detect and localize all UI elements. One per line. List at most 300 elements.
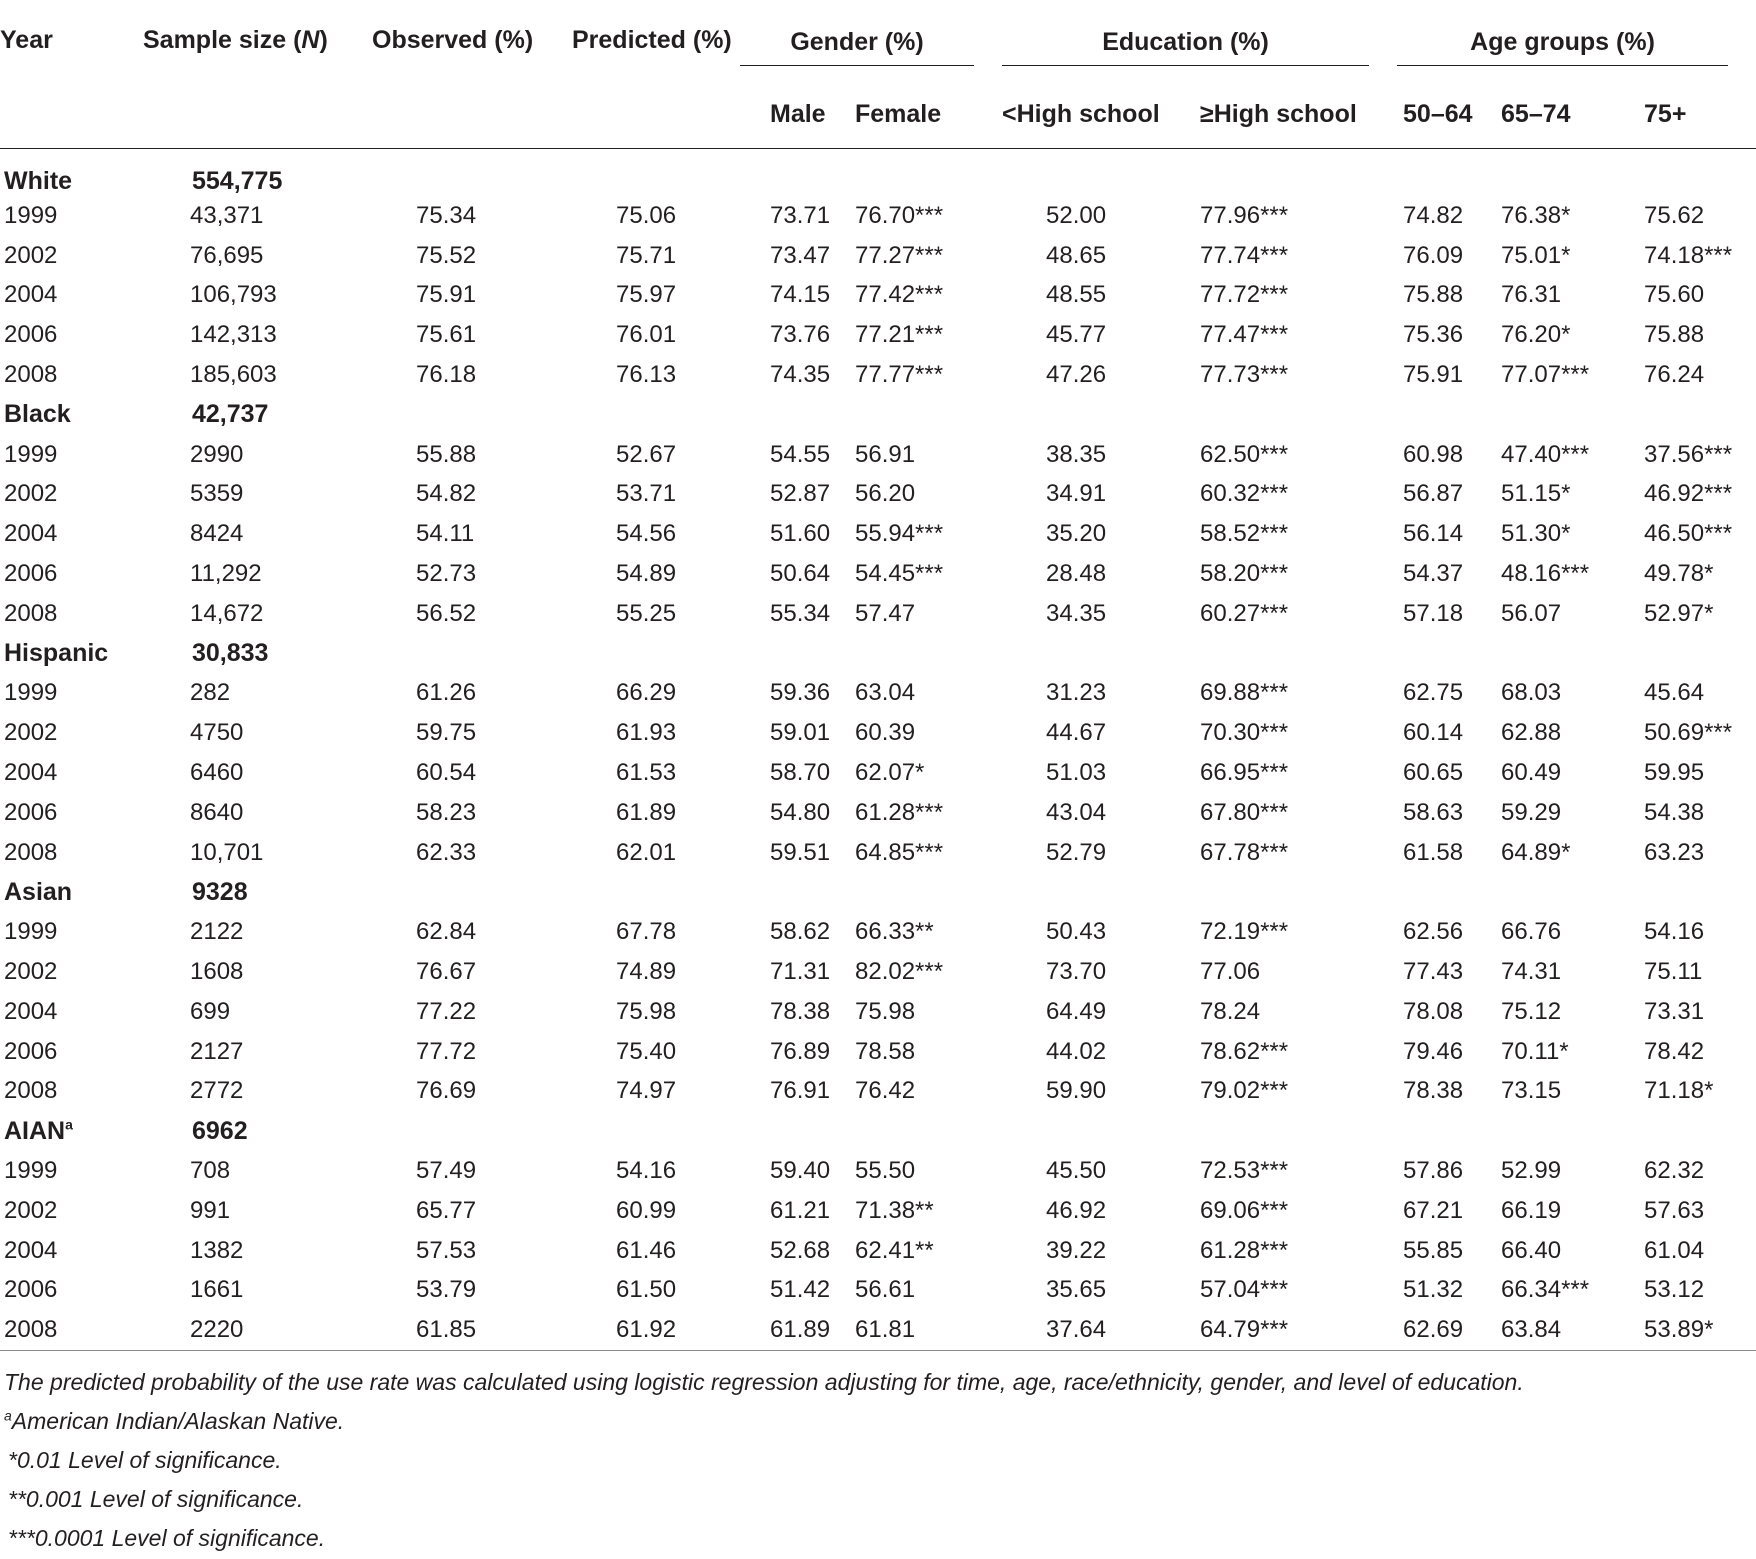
table-cell: 75.12	[1501, 997, 1562, 1025]
table-cell: 75.06	[616, 201, 677, 229]
table-cell: 54.16	[616, 1157, 677, 1185]
table-cell: 2002	[4, 480, 58, 508]
table-cell: 52.00	[1046, 201, 1107, 229]
col-header-predicted: Predicted (%)	[572, 25, 732, 54]
table-body	[0, 149, 1756, 1351]
group-name: Hispanic	[4, 639, 109, 668]
group-name: White	[4, 167, 73, 195]
table-cell: 2006	[4, 1276, 58, 1304]
table-cell: 34.91	[1046, 480, 1107, 508]
table-footnotes	[0, 1364, 1756, 1559]
table-cell: 47.26	[1046, 361, 1107, 389]
table-cell: 55.94***	[855, 520, 944, 548]
table-cell: 77.73***	[1200, 361, 1289, 389]
table-cell: 51.03	[1046, 759, 1107, 787]
table-row	[0, 833, 1756, 873]
table-cell: 2002	[4, 241, 58, 269]
table-cell: 61.46	[616, 1236, 677, 1264]
table-cell: 66.19	[1501, 1196, 1562, 1224]
table-cell: 55.50	[855, 1157, 916, 1185]
table-cell: 70.30***	[1200, 719, 1289, 747]
table-cell: 60.14	[1403, 719, 1464, 747]
table-cell: 61.93	[616, 719, 677, 747]
table-cell: 60.39	[855, 719, 916, 747]
table-cell: 57.63	[1644, 1196, 1705, 1224]
table-cell: 74.15	[770, 281, 831, 309]
table-cell: 282	[190, 679, 231, 707]
table-cell: 75.97	[616, 281, 677, 309]
table-cell: 74.82	[1403, 201, 1464, 229]
table-row	[0, 1310, 1756, 1350]
table-cell: 5359	[190, 480, 244, 508]
table-cell: 2008	[4, 361, 58, 389]
table-row	[0, 952, 1756, 992]
table-cell: 2220	[190, 1315, 244, 1343]
table-cell: 59.75	[416, 719, 477, 747]
table-cell: 61.26	[416, 679, 477, 707]
table-cell: 72.53***	[1200, 1157, 1289, 1185]
group-total: 554,775	[192, 167, 283, 195]
table-row	[0, 514, 1756, 554]
table-cell: 75.88	[1644, 321, 1705, 349]
table-cell: 76.42	[855, 1077, 916, 1105]
table-cell: 45.64	[1644, 679, 1705, 707]
table-cell: 76.09	[1403, 241, 1464, 269]
table-cell: 63.23	[1644, 838, 1705, 866]
table-cell: 2772	[190, 1077, 244, 1105]
table-cell: 10,701	[190, 838, 264, 866]
col-header-education: Education (%)	[1002, 0, 1397, 80]
table-row	[0, 992, 1756, 1032]
table-cell: 67.21	[1403, 1196, 1464, 1224]
table-cell: 65.77	[416, 1196, 477, 1224]
table-cell: 2002	[4, 719, 58, 747]
col-header-male: Male	[770, 99, 826, 128]
table-cell: 52.68	[770, 1236, 831, 1264]
group-name: Asian	[4, 877, 73, 906]
table-cell: 75.36	[1403, 321, 1464, 349]
table-cell: 74.35	[770, 361, 831, 389]
group-name: Black	[4, 400, 71, 429]
col-header-lt-high-school: <High school	[1002, 99, 1160, 128]
table-cell: 6460	[190, 759, 244, 787]
table-cell: 106,793	[190, 281, 277, 309]
table-cell: 35.20	[1046, 520, 1107, 548]
table-cell: 55.85	[1403, 1236, 1464, 1264]
table-cell: 53.12	[1644, 1276, 1705, 1304]
table-cell: 78.62***	[1200, 1037, 1289, 1065]
table-cell: 2127	[190, 1037, 244, 1065]
table-row	[0, 554, 1756, 594]
table-row	[0, 1151, 1756, 1191]
table-cell: 56.87	[1403, 480, 1464, 508]
table-cell: 64.49	[1046, 997, 1107, 1025]
table-cell: 77.22	[416, 997, 477, 1025]
table-cell: 64.79***	[1200, 1315, 1289, 1343]
table-cell: 54.55	[770, 440, 831, 468]
table-cell: 62.32	[1644, 1157, 1705, 1185]
table-cell: 53.89*	[1644, 1315, 1714, 1343]
table-cell: 77.07***	[1501, 361, 1590, 389]
table-cell: 74.97	[616, 1077, 677, 1105]
table-cell: 72.19***	[1200, 918, 1289, 946]
table-cell: 75.60	[1644, 281, 1705, 309]
col-header-female: Female	[855, 99, 942, 128]
table-row	[0, 435, 1756, 475]
table-cell: 78.38	[770, 997, 831, 1025]
table-row	[0, 1032, 1756, 1072]
table-row	[0, 793, 1756, 833]
table-cell: 62.01	[616, 838, 677, 866]
table-cell: 76.67	[416, 958, 477, 986]
table-cell: 34.35	[1046, 599, 1107, 627]
table-row	[0, 674, 1756, 714]
table-cell: 56.14	[1403, 520, 1464, 548]
table-cell: 66.95***	[1200, 759, 1289, 787]
table-cell: 76.13	[616, 361, 677, 389]
table-cell: 73.15	[1501, 1077, 1562, 1105]
table-cell: 48.55	[1046, 281, 1107, 309]
table-cell: 62.69	[1403, 1315, 1464, 1343]
table-cell: 75.98	[616, 997, 677, 1025]
table-cell: 2008	[4, 599, 58, 627]
table-cell: 44.02	[1046, 1037, 1107, 1065]
table-cell: 1999	[4, 918, 58, 946]
table-cell: 59.40	[770, 1157, 831, 1185]
table-cell: 708	[190, 1157, 231, 1185]
table-cell: 2004	[4, 281, 58, 309]
table-cell: 75.01*	[1501, 241, 1571, 269]
table-cell: 77.06	[1200, 958, 1261, 986]
table-cell: 52.87	[770, 480, 831, 508]
table-cell: 73.31	[1644, 997, 1705, 1025]
table-cell: 75.91	[416, 281, 477, 309]
table-cell: 43,371	[190, 201, 264, 229]
col-header-age-75-plus: 75+	[1644, 99, 1687, 128]
col-header-age-groups: Age groups (%)	[1397, 0, 1756, 80]
table-cell: 75.62	[1644, 201, 1705, 229]
table-cell: 57.04***	[1200, 1276, 1289, 1304]
table-cell: 58.52***	[1200, 520, 1289, 548]
table-cell: 77.42***	[855, 281, 944, 309]
group-row	[0, 1111, 1756, 1151]
table-cell: 78.08	[1403, 997, 1464, 1025]
table-cell: 31.23	[1046, 679, 1107, 707]
table-cell: 54.89	[616, 560, 677, 588]
table-cell: 71.18*	[1644, 1077, 1714, 1105]
table-row	[0, 713, 1756, 753]
table-cell: 2008	[4, 838, 58, 866]
table-cell: 67.78	[616, 918, 677, 946]
table-cell: 60.32***	[1200, 480, 1289, 508]
table-cell: 75.61	[416, 321, 477, 349]
table-cell: 2004	[4, 997, 58, 1025]
table-cell: 74.89	[616, 958, 677, 986]
table-cell: 58.23	[416, 798, 477, 826]
table-cell: 76.01	[616, 321, 677, 349]
table-cell: 2004	[4, 1236, 58, 1264]
table-cell: 76.18	[416, 361, 477, 389]
table-cell: 55.88	[416, 440, 477, 468]
table-cell: 61.53	[616, 759, 677, 787]
table-cell: 57.53	[416, 1236, 477, 1264]
table-cell: 70.11*	[1501, 1037, 1569, 1065]
table-cell: 76.20*	[1501, 321, 1571, 349]
footnote-aian: $^a$American Indian/Alaskan Native.	[4, 1407, 345, 1434]
footnote-sig-1: *0.01 Level of significance.	[8, 1447, 282, 1473]
table-cell: 45.50	[1046, 1157, 1107, 1185]
table-cell: 58.62	[770, 918, 831, 946]
table-cell: 2002	[4, 1196, 58, 1224]
table-cell: 991	[190, 1196, 231, 1224]
table-cell: 53.79	[416, 1276, 477, 1304]
table-cell: 43.04	[1046, 798, 1107, 826]
table-cell: 59.95	[1644, 759, 1705, 787]
table-cell: 14,672	[190, 599, 264, 627]
col-header-ge-high-school: ≥High school	[1200, 99, 1357, 128]
table-cell: 61.28***	[855, 798, 944, 826]
table-cell: 56.52	[416, 599, 477, 627]
table-cell: 78.24	[1200, 997, 1261, 1025]
table-cell: 60.99	[616, 1196, 677, 1224]
table-cell: 75.98	[855, 997, 916, 1025]
table-cell: 2004	[4, 520, 58, 548]
table-cell: 75.91	[1403, 361, 1464, 389]
table-row	[0, 1271, 1756, 1311]
table-cell: 73.47	[770, 241, 831, 269]
table-cell: 77.27***	[855, 241, 944, 269]
table-cell: 74.31	[1501, 958, 1562, 986]
table-cell: 61.81	[855, 1315, 916, 1343]
table-cell: 62.41**	[855, 1236, 934, 1264]
table-cell: 77.96***	[1200, 201, 1289, 229]
table-cell: 66.29	[616, 679, 677, 707]
table-cell: 57.47	[855, 599, 916, 627]
table-cell: 56.91	[855, 440, 916, 468]
table-cell: 61.85	[416, 1315, 477, 1343]
table-cell: 77.72***	[1200, 281, 1289, 309]
table-cell: 1661	[190, 1276, 244, 1304]
col-header-gender: Gender (%)	[758, 0, 1002, 80]
table-cell: 75.88	[1403, 281, 1464, 309]
table-cell: 76.70***	[855, 201, 944, 229]
table-cell: 77.77***	[855, 361, 944, 389]
table-cell: 61.04	[1644, 1236, 1705, 1264]
table-cell: 82.02***	[855, 958, 944, 986]
table-cell: 185,603	[190, 361, 277, 389]
table-cell: 1382	[190, 1236, 244, 1264]
table-cell: 55.34	[770, 599, 831, 627]
table-cell: 62.84	[416, 918, 477, 946]
table-cell: 142,313	[190, 321, 277, 349]
table-cell: 55.25	[616, 599, 677, 627]
table-cell: 78.58	[855, 1037, 916, 1065]
table-cell: 60.49	[1501, 759, 1562, 787]
table-cell: 58.70	[770, 759, 831, 787]
col-header-age-50-64: 50–64	[1403, 99, 1473, 128]
table-cell: 66.34***	[1501, 1276, 1590, 1304]
table-cell: 54.82	[416, 480, 477, 508]
table-cell: 60.98	[1403, 440, 1464, 468]
col-header-year: Year	[0, 25, 53, 54]
group-total: 30,833	[192, 639, 269, 668]
table-cell: 66.76	[1501, 918, 1562, 946]
footnote-predicted: The predicted probability of the use rate was calculated using logistic regression adjusting for time, age, race/ethnicity, gender, and level of education.	[4, 1369, 1524, 1395]
table-cell: 62.33	[416, 838, 477, 866]
table-cell: 2002	[4, 958, 58, 986]
group-total: 6962	[192, 1116, 248, 1145]
table-cell: 11,292	[190, 560, 262, 588]
table-cell: 8424	[190, 520, 244, 548]
col-header-age-65-74: 65–74	[1501, 99, 1571, 128]
group-row	[0, 395, 1756, 435]
group-total: 42,737	[192, 400, 269, 429]
table-cell: 74.18***	[1644, 241, 1733, 269]
table-cell: 38.35	[1046, 440, 1107, 468]
table-cell: 54.11	[416, 520, 475, 548]
table-cell: 62.50***	[1200, 440, 1289, 468]
table-cell: 1999	[4, 679, 58, 707]
table-cell: 2004	[4, 759, 58, 787]
table-cell: 75.34	[416, 201, 477, 229]
table-cell: 77.72	[416, 1037, 477, 1065]
table-cell: 8640	[190, 798, 244, 826]
table-cell: 76.69	[416, 1077, 477, 1105]
table-row	[0, 236, 1756, 276]
table-row	[0, 1231, 1756, 1271]
table-cell: 63.04	[855, 679, 916, 707]
table-cell: 56.07	[1501, 599, 1562, 627]
table-cell: 37.64	[1046, 1315, 1107, 1343]
table-cell: 1999	[4, 440, 58, 468]
table-cell: 2006	[4, 560, 58, 588]
table-cell: 67.80***	[1200, 798, 1289, 826]
table-cell: 66.33**	[855, 918, 934, 946]
table-cell: 62.75	[1403, 679, 1464, 707]
table-cell: 28.48	[1046, 560, 1107, 588]
table-cell: 44.67	[1046, 719, 1107, 747]
group-row	[0, 634, 1756, 674]
table-cell: 57.18	[1403, 599, 1464, 627]
footnote-sig-2: **0.001 Level of significance.	[8, 1486, 304, 1512]
table-cell: 51.32	[1403, 1276, 1464, 1304]
table-cell: 2990	[190, 440, 244, 468]
table-cell: 57.86	[1403, 1157, 1464, 1185]
table-row	[0, 594, 1756, 634]
group-name: AIAN$^a$	[4, 1116, 73, 1145]
table-cell: 73.71	[770, 201, 831, 229]
table-cell: 59.01	[770, 719, 831, 747]
table-cell: 77.21***	[855, 321, 944, 349]
table-cell: 63.84	[1501, 1315, 1562, 1343]
table-cell: 62.56	[1403, 918, 1464, 946]
table-cell: 49.78*	[1644, 560, 1714, 588]
table-cell: 54.38	[1644, 798, 1705, 826]
table-cell: 48.65	[1046, 241, 1107, 269]
table-cell: 54.37	[1403, 560, 1464, 588]
table-cell: 67.78***	[1200, 838, 1289, 866]
table-cell: 2006	[4, 1037, 58, 1065]
table-cell: 60.27***	[1200, 599, 1289, 627]
table-cell: 1608	[190, 958, 244, 986]
group-row	[0, 873, 1756, 913]
table-cell: 76.89	[770, 1037, 831, 1065]
table-cell: 59.90	[1046, 1077, 1107, 1105]
table-cell: 46.92	[1046, 1196, 1107, 1224]
table-cell: 75.52	[416, 241, 477, 269]
table-cell: 78.38	[1403, 1077, 1464, 1105]
table-cell: 1999	[4, 1157, 58, 1185]
table-cell: 46.92***	[1644, 480, 1733, 508]
table-cell: 51.60	[770, 520, 831, 548]
table-cell: 2008	[4, 1315, 58, 1343]
table-cell: 52.67	[616, 440, 677, 468]
table-cell: 69.88***	[1200, 679, 1289, 707]
col-header-observed: Observed (%)	[372, 25, 534, 54]
table-cell: 64.85***	[855, 838, 944, 866]
table-cell: 46.50***	[1644, 520, 1733, 548]
table-cell: 59.29	[1501, 798, 1562, 826]
table-cell: 77.47***	[1200, 321, 1289, 349]
table-cell: 54.16	[1644, 918, 1705, 946]
table-cell: 52.79	[1046, 838, 1107, 866]
table-cell: 50.43	[1046, 918, 1107, 946]
table-cell: 52.97*	[1644, 599, 1714, 627]
table-cell: 35.65	[1046, 1276, 1107, 1304]
table-cell: 54.56	[616, 520, 677, 548]
table-cell: 51.42	[770, 1276, 831, 1304]
table-cell: 79.02***	[1200, 1077, 1289, 1105]
table-cell: 61.21	[770, 1196, 831, 1224]
table-cell: 71.38**	[855, 1196, 934, 1224]
table-row	[0, 753, 1756, 793]
table-row	[0, 475, 1756, 515]
table-cell: 61.92	[616, 1315, 677, 1343]
table-cell: 68.03	[1501, 679, 1562, 707]
table-cell: 61.50	[616, 1276, 677, 1304]
group-total: 9328	[192, 877, 248, 906]
table-cell: 76.24	[1644, 361, 1705, 389]
table-cell: 61.89	[770, 1315, 831, 1343]
col-header-sample-size: Sample size (N)	[143, 25, 328, 54]
table-cell: 78.42	[1644, 1037, 1705, 1065]
table-cell: 75.71	[616, 241, 677, 269]
table-cell: 54.80	[770, 798, 831, 826]
table-cell: 56.61	[855, 1276, 916, 1304]
table-row	[0, 315, 1756, 355]
table-cell: 2122	[190, 918, 244, 946]
table-cell: 69.06***	[1200, 1196, 1289, 1224]
table-cell: 75.11	[1644, 958, 1703, 986]
group-row	[0, 149, 1756, 197]
table-cell: 37.56***	[1644, 440, 1733, 468]
table-cell: 60.65	[1403, 759, 1464, 787]
table-cell: 77.43	[1403, 958, 1464, 986]
table-cell: 1999	[4, 201, 58, 229]
table-cell: 66.40	[1501, 1236, 1562, 1264]
table-cell: 45.77	[1046, 321, 1107, 349]
table-cell: 51.15*	[1501, 480, 1571, 508]
table-cell: 56.20	[855, 480, 916, 508]
table-cell: 76.31	[1501, 281, 1562, 309]
table-row	[0, 1072, 1756, 1112]
table-cell: 50.64	[770, 560, 831, 588]
table-cell: 77.74***	[1200, 241, 1289, 269]
group-name-superscript: a	[65, 1116, 73, 1133]
table-cell: 2006	[4, 321, 58, 349]
table-cell: 4750	[190, 719, 244, 747]
table-cell: 62.88	[1501, 719, 1562, 747]
